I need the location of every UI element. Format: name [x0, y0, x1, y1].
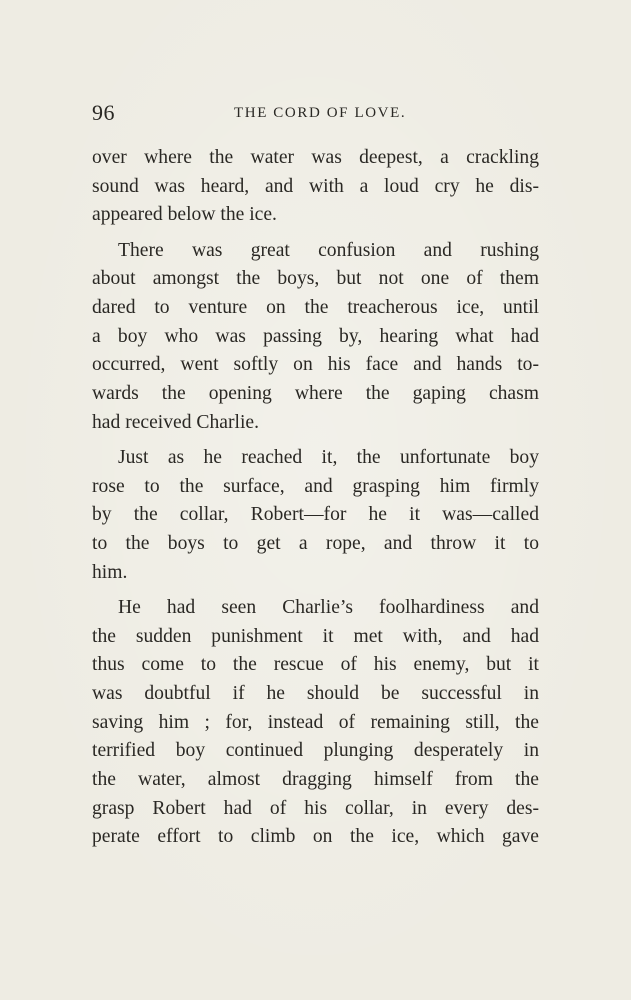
text-line: dared to venture on the treacherous ice, until — [92, 296, 539, 318]
text-line: Just as he reached it, the unfortunate boy — [118, 446, 539, 468]
text-line: had received Charlie. — [92, 411, 260, 433]
text-line: over where the water was deepest, a crackling — [92, 147, 539, 168]
text-line: the sudden punishment it met with, and had — [92, 625, 539, 647]
text-line: occurred, went softly on his face and hands to- — [92, 354, 539, 376]
text-line: rose to the surface, and grasping him firmly — [92, 475, 539, 497]
text-line: wards the opening where the gaping chasm — [92, 383, 539, 404]
text-line: thus come to the rescue of his enemy, but it — [92, 654, 539, 676]
text-line: terrified boy continued plunging desperately in — [92, 740, 539, 762]
text-line: There was great confusion and rushing — [118, 239, 539, 261]
text-line: saving him ; for, instead of remaining still, the — [92, 711, 539, 733]
text-line: grasp Robert had of his collar, in every des- — [92, 797, 539, 819]
body-text — [92, 144, 539, 859]
running-title: THE CORD OF LOVE. — [234, 105, 407, 121]
paragraph-4 — [92, 594, 539, 852]
text-line: was doubtful if he should be successful in — [92, 682, 539, 704]
text-line: a boy who was passing by, hearing what had — [92, 325, 539, 347]
running-head — [92, 100, 542, 130]
paragraph-2 — [92, 237, 539, 438]
text-line: him. — [92, 561, 128, 583]
page-number: 96 — [92, 100, 115, 125]
text-line: about amongst the boys, but not one of them — [92, 268, 539, 290]
text-line: sound was heard, and with a loud cry he dis- — [92, 175, 539, 197]
text-line: He had seen Charlie’s foolhardiness and — [118, 596, 539, 618]
text-line: perate effort to climb on the ice, which gave — [92, 826, 539, 848]
text-line: by the collar, Robert—for he it was—called — [92, 504, 539, 526]
paragraph-3 — [92, 444, 539, 587]
text-line: the water, almost dragging himself from the — [92, 768, 539, 790]
paragraph-1 — [92, 144, 539, 230]
text-line: to the boys to get a rope, and throw it to — [92, 532, 539, 554]
text-line: appeared below the ice. — [92, 204, 277, 226]
